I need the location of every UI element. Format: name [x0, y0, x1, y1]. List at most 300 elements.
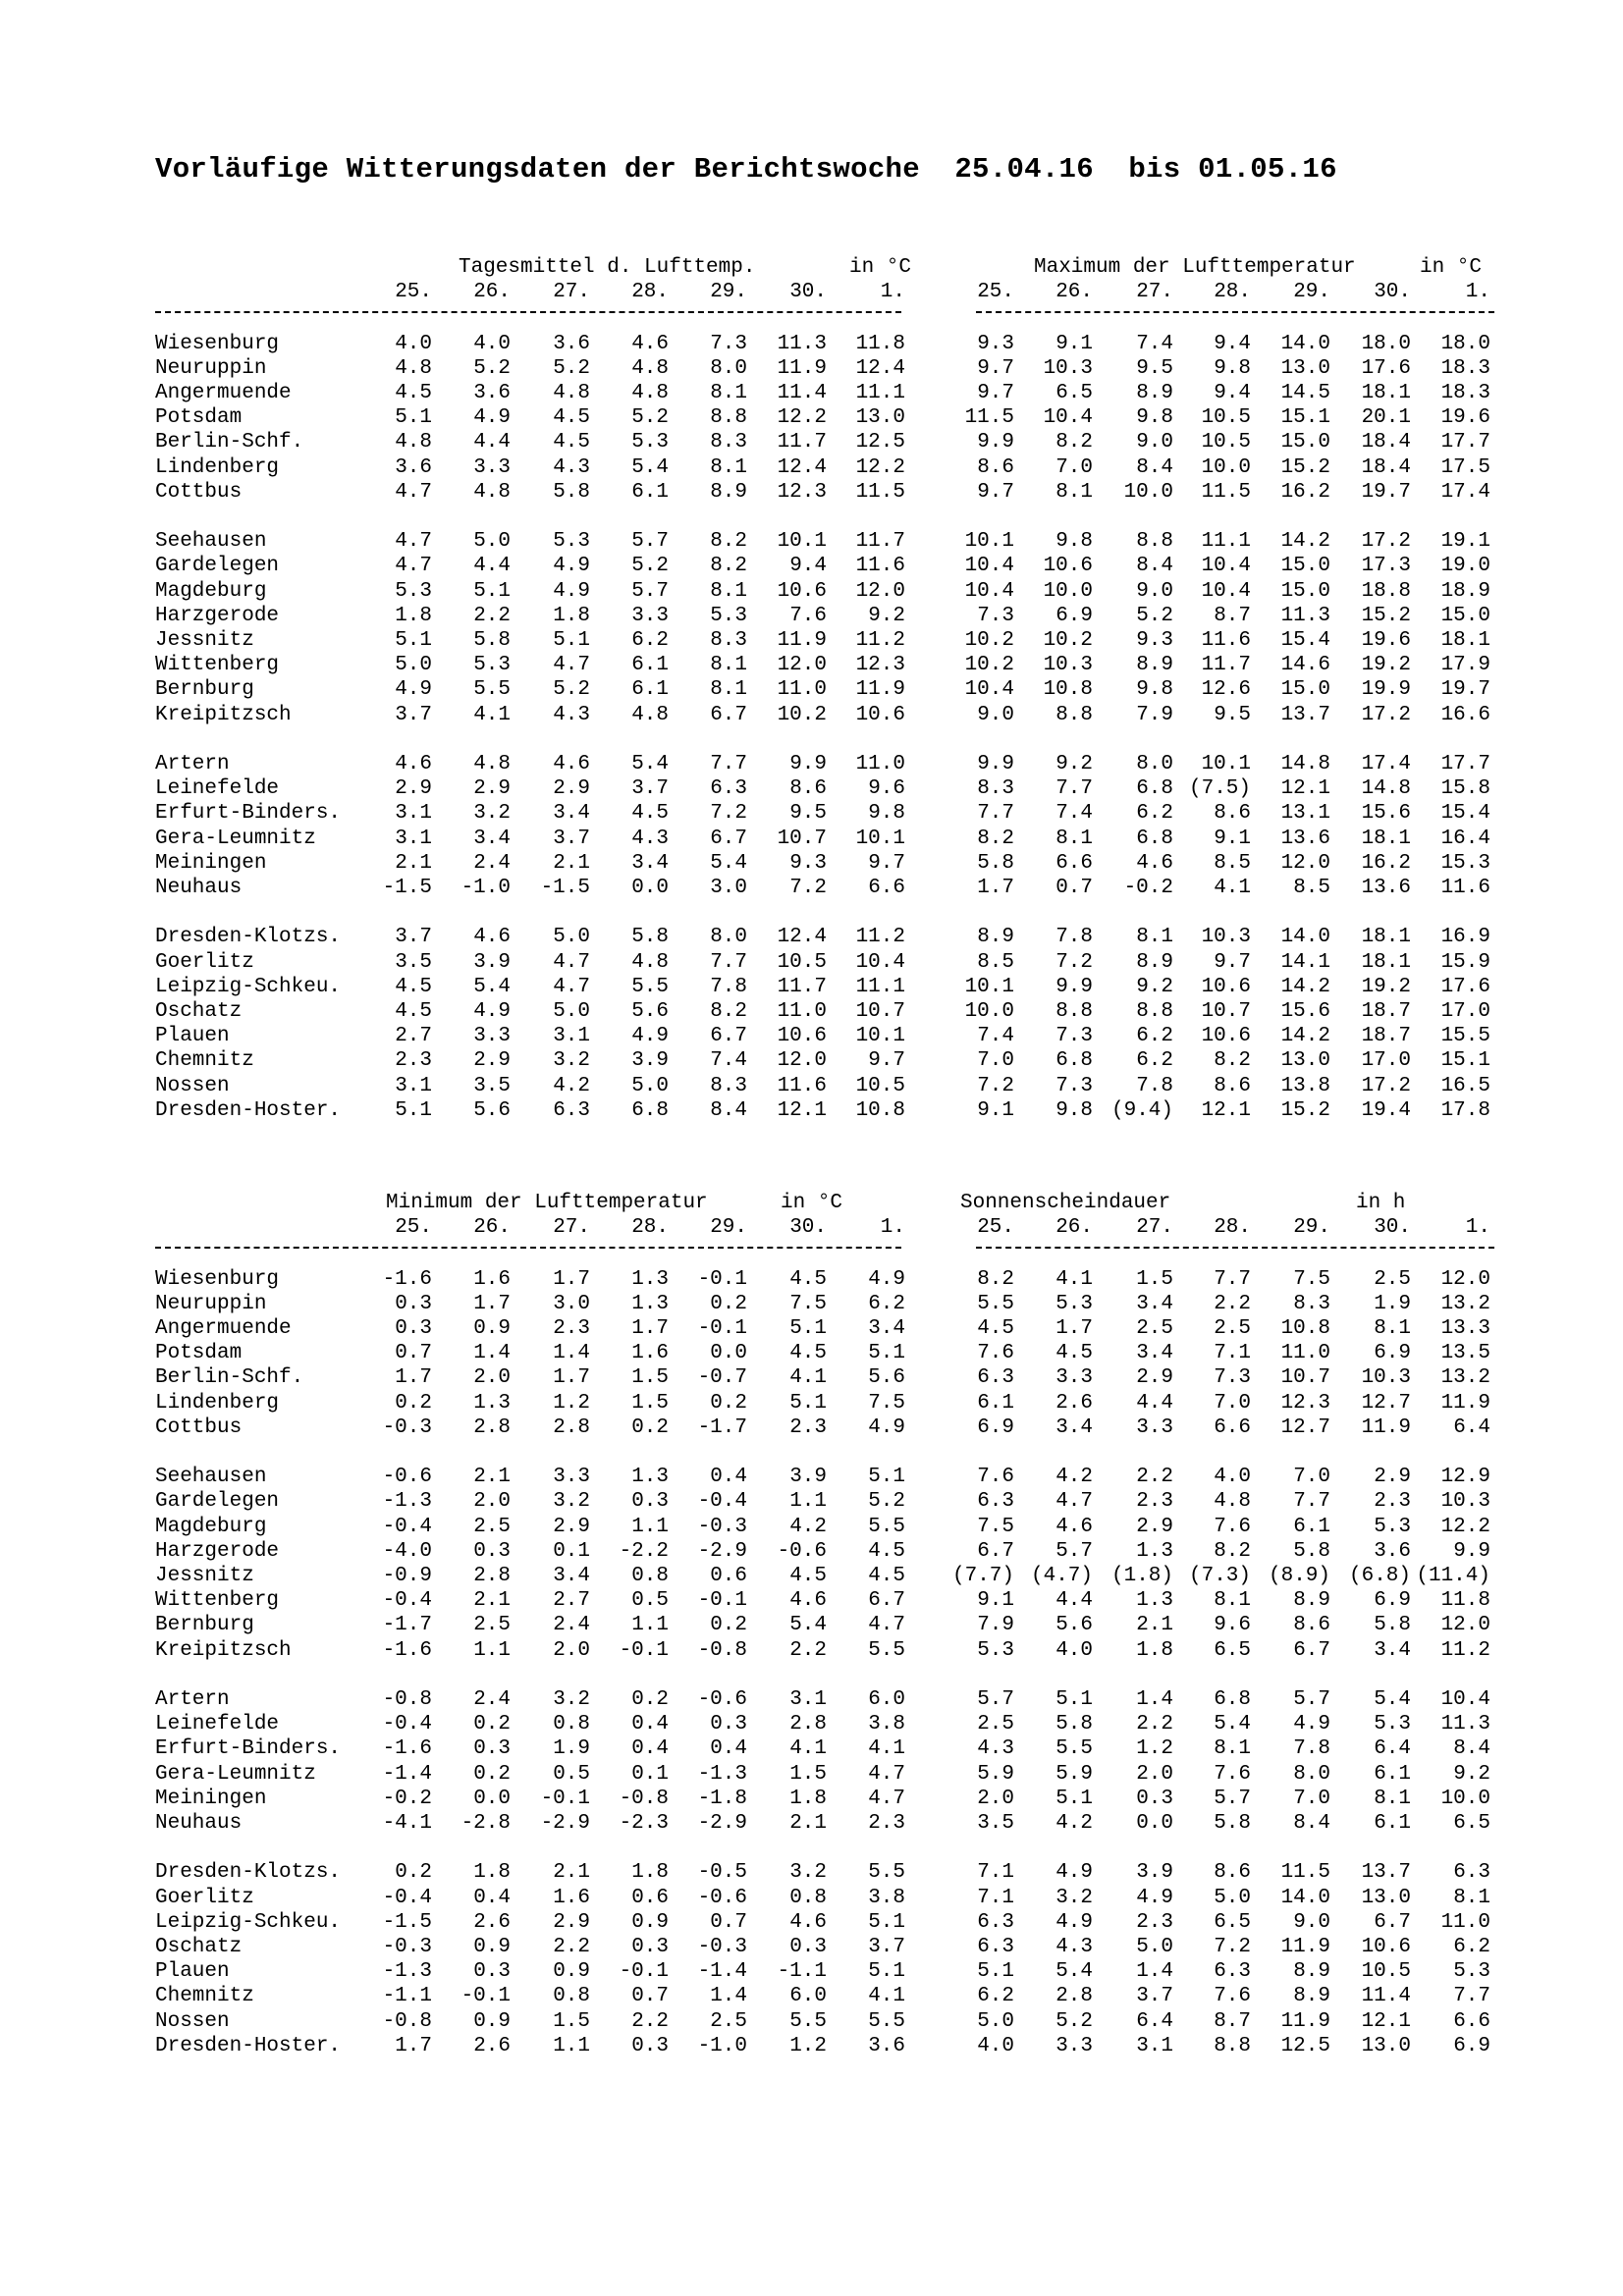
value-cell: 5.5 [868, 1861, 905, 1885]
value-cell: 5.4 [473, 975, 511, 998]
value-cell: 12.5 [855, 431, 905, 454]
day-header: 1. [1465, 1216, 1490, 1240]
value-cell: 7.1 [977, 1886, 1014, 1909]
value-cell: 3.9 [473, 950, 511, 974]
value-cell: 1.5 [553, 2009, 590, 2033]
value-cell: 10.6 [1201, 975, 1251, 998]
value-cell: 2.0 [553, 1638, 590, 1662]
value-cell: 3.7 [553, 827, 590, 850]
value-cell: 0.3 [395, 1317, 432, 1340]
value-cell: 8.2 [710, 555, 747, 578]
value-cell: 18.1 [1361, 950, 1411, 974]
value-cell: 4.9 [553, 579, 590, 603]
value-cell: 2.8 [789, 1713, 827, 1736]
value-cell: 6.7 [868, 1589, 905, 1613]
value-cell: 5.7 [1293, 1688, 1330, 1711]
value-cell: 9.3 [977, 332, 1014, 355]
separator-line [155, 311, 901, 313]
value-cell: 2.0 [977, 1787, 1014, 1810]
day-header: 29. [1293, 1216, 1330, 1240]
value-cell: -1.6 [382, 1737, 432, 1761]
value-cell: 16.4 [1440, 827, 1490, 850]
value-cell: 8.9 [977, 926, 1014, 949]
value-cell: 5.1 [1055, 1787, 1093, 1810]
value-cell: 8.9 [1136, 950, 1173, 974]
value-cell: 7.4 [977, 1025, 1014, 1048]
value-cell: 1.8 [789, 1787, 827, 1810]
value-cell: 7.3 [977, 604, 1014, 627]
value-cell: 3.6 [473, 382, 511, 404]
value-cell: 6.2 [631, 629, 669, 652]
value-cell: -2.9 [697, 1539, 747, 1563]
value-cell: 10.2 [1043, 629, 1093, 652]
value-cell: 9.1 [1214, 827, 1251, 850]
value-cell: 5.1 [789, 1317, 827, 1340]
station-name: Harzgerode [155, 1539, 280, 1563]
value-cell: 2.5 [1374, 1267, 1411, 1291]
value-cell: 8.9 [710, 480, 747, 504]
value-cell: 7.0 [1055, 455, 1093, 479]
table_bottom-left-title: Minimum der Lufttemperatur [386, 1192, 708, 1214]
value-cell: 11.0 [1280, 1342, 1330, 1365]
value-cell: 15.2 [1280, 1098, 1330, 1122]
value-cell: 5.1 [1055, 1688, 1093, 1711]
value-cell: -0.1 [540, 1787, 590, 1810]
value-cell: 7.1 [977, 1861, 1014, 1885]
value-cell: 9.9 [1055, 975, 1093, 998]
value-cell: 10.4 [964, 678, 1014, 702]
value-cell: 3.3 [1136, 1415, 1173, 1439]
value-cell: 4.9 [473, 1000, 511, 1023]
value-cell: 6.0 [868, 1688, 905, 1711]
value-cell: 5.0 [1214, 1886, 1251, 1909]
value-cell: 7.0 [1293, 1787, 1330, 1810]
value-cell: 18.7 [1361, 1000, 1411, 1023]
value-cell: 17.5 [1440, 455, 1490, 479]
value-cell: 4.8 [395, 431, 432, 454]
station-name: Angermuende [155, 382, 292, 404]
station-name: Nossen [155, 1074, 230, 1097]
station-name: Dresden-Klotzs. [155, 1861, 342, 1885]
day-header: 26. [1055, 281, 1093, 304]
value-cell: 4.9 [1293, 1713, 1330, 1736]
value-cell: 3.6 [553, 332, 590, 355]
value-cell: (7.3) [1188, 1565, 1251, 1587]
station-name: Goerlitz [155, 1886, 254, 1909]
station-name: Dresden-Hoster. [155, 1098, 342, 1122]
value-cell: 2.0 [1136, 1762, 1173, 1786]
value-cell: 18.1 [1361, 827, 1411, 850]
value-cell: 4.3 [1055, 1936, 1093, 1958]
value-cell: 6.5 [1214, 1638, 1251, 1662]
value-cell: 18.1 [1361, 926, 1411, 949]
value-cell: 8.1 [1374, 1787, 1411, 1810]
value-cell: 2.2 [789, 1638, 827, 1662]
value-cell: 12.1 [1361, 2009, 1411, 2033]
value-cell: (4.7) [1030, 1565, 1093, 1587]
value-cell: 7.3 [1055, 1025, 1093, 1048]
station-name: Leinefelde [155, 1713, 280, 1736]
value-cell: 17.7 [1440, 431, 1490, 454]
station-name: Goerlitz [155, 950, 254, 974]
day-header: 1. [880, 1216, 905, 1240]
value-cell: 4.7 [1055, 1490, 1093, 1514]
value-cell: -0.2 [382, 1787, 432, 1810]
value-cell: 5.1 [789, 1391, 827, 1415]
value-cell: 6.3 [553, 1098, 590, 1122]
value-cell: 15.0 [1280, 678, 1330, 702]
value-cell: 7.6 [1214, 1985, 1251, 2008]
value-cell: 14.5 [1280, 382, 1330, 404]
value-cell: 13.2 [1440, 1292, 1490, 1315]
station-name: Artern [155, 1688, 230, 1711]
value-cell: 5.1 [553, 629, 590, 652]
value-cell: 0.2 [473, 1762, 511, 1786]
value-cell: 6.2 [1136, 1049, 1173, 1073]
value-cell: 14.0 [1280, 926, 1330, 949]
value-cell: -0.4 [382, 1886, 432, 1909]
value-cell: 2.1 [789, 1812, 827, 1835]
value-cell: 6.3 [1214, 1960, 1251, 1984]
value-cell: 6.3 [710, 777, 747, 801]
value-cell: 0.3 [789, 1936, 827, 1958]
value-cell: -1.5 [540, 877, 590, 899]
value-cell: 0.9 [473, 2009, 511, 2033]
value-cell: 4.7 [868, 1614, 905, 1637]
value-cell: 6.6 [868, 877, 905, 899]
value-cell: 1.1 [631, 1515, 669, 1538]
value-cell: 17.0 [1361, 1049, 1411, 1073]
value-cell: 10.3 [1043, 654, 1093, 677]
value-cell: 14.2 [1280, 975, 1330, 998]
value-cell: 9.7 [977, 382, 1014, 404]
station-name: Jessnitz [155, 629, 254, 652]
value-cell: 3.2 [473, 802, 511, 826]
value-cell: 2.1 [553, 851, 590, 875]
value-cell: 11.4 [777, 382, 827, 404]
value-cell: 5.8 [1293, 1539, 1330, 1563]
station-name: Berlin-Schf. [155, 1366, 304, 1390]
value-cell: 4.9 [868, 1267, 905, 1291]
value-cell: 11.5 [855, 480, 905, 504]
value-cell: -1.1 [382, 1985, 432, 2008]
value-cell: 10.8 [1043, 678, 1093, 702]
day-header: 30. [1374, 281, 1411, 304]
value-cell: 6.8 [631, 1098, 669, 1122]
value-cell: 0.3 [473, 1539, 511, 1563]
value-cell: 9.8 [1055, 530, 1093, 554]
value-cell: 7.2 [789, 877, 827, 899]
value-cell: 12.2 [1440, 1515, 1490, 1538]
value-cell: 4.3 [631, 827, 669, 850]
value-cell: 10.1 [964, 975, 1014, 998]
value-cell: 16.2 [1361, 851, 1411, 875]
value-cell: 11.7 [777, 431, 827, 454]
value-cell: 10.4 [1440, 1688, 1490, 1711]
value-cell: 2.5 [1214, 1317, 1251, 1340]
value-cell: 1.5 [631, 1366, 669, 1390]
value-cell: 8.5 [1214, 851, 1251, 875]
value-cell: 3.4 [631, 851, 669, 875]
value-cell: 3.6 [395, 455, 432, 479]
station-name: Erfurt-Binders. [155, 802, 342, 826]
value-cell: 4.5 [631, 802, 669, 826]
value-cell: 1.5 [631, 1391, 669, 1415]
value-cell: -0.4 [382, 1589, 432, 1613]
day-header: 1. [1465, 281, 1490, 304]
value-cell: 2.9 [473, 777, 511, 801]
value-cell: 15.3 [1440, 851, 1490, 875]
value-cell: 9.0 [1293, 1910, 1330, 1934]
value-cell: 8.6 [1214, 1861, 1251, 1885]
value-cell: 3.4 [1136, 1292, 1173, 1315]
value-cell: 5.4 [1374, 1688, 1411, 1711]
value-cell: 6.8 [1136, 827, 1173, 850]
day-header: 28. [631, 281, 669, 304]
value-cell: 7.7 [1055, 777, 1093, 801]
value-cell: -2.9 [697, 1812, 747, 1835]
value-cell: 11.9 [1280, 2009, 1330, 2033]
value-cell: 17.2 [1361, 1074, 1411, 1097]
value-cell: -0.1 [619, 1638, 669, 1662]
value-cell: 2.9 [395, 777, 432, 801]
value-cell: 3.2 [553, 1049, 590, 1073]
value-cell: 8.5 [977, 950, 1014, 974]
value-cell: 4.8 [631, 382, 669, 404]
value-cell: 0.7 [631, 1985, 669, 2008]
value-cell: -1.7 [382, 1614, 432, 1637]
value-cell: 6.3 [977, 1910, 1014, 1934]
station-name: Gera-Leumnitz [155, 827, 316, 850]
table_top-right-title: Maximum der Lufttemperatur [1034, 256, 1356, 279]
value-cell: 0.1 [631, 1762, 669, 1786]
station-name: Seehausen [155, 530, 267, 554]
value-cell: 7.6 [789, 604, 827, 627]
station-name: Leipzig-Schkeu. [155, 1910, 342, 1934]
value-cell: -0.9 [382, 1565, 432, 1587]
value-cell: 10.3 [1201, 926, 1251, 949]
value-cell: 4.8 [473, 753, 511, 775]
value-cell: 1.7 [553, 1267, 590, 1291]
value-cell: 4.1 [1055, 1267, 1093, 1291]
value-cell: 10.1 [855, 827, 905, 850]
value-cell: 2.3 [1136, 1490, 1173, 1514]
value-cell: 10.5 [1201, 406, 1251, 430]
day-header: 26. [473, 1216, 511, 1240]
value-cell: -0.3 [697, 1515, 747, 1538]
value-cell: 3.1 [1136, 2034, 1173, 2057]
value-cell: 8.1 [1055, 827, 1093, 850]
value-cell: 3.2 [553, 1490, 590, 1514]
value-cell: 7.5 [789, 1292, 827, 1315]
value-cell: -2.8 [460, 1812, 511, 1835]
value-cell: 5.5 [868, 1515, 905, 1538]
station-name: Wiesenburg [155, 332, 280, 355]
value-cell: 3.1 [395, 1074, 432, 1097]
value-cell: 1.8 [631, 1861, 669, 1885]
value-cell: 16.2 [1280, 480, 1330, 504]
value-cell: 2.2 [631, 2009, 669, 2033]
value-cell: -0.6 [777, 1539, 827, 1563]
value-cell: 5.1 [868, 1960, 905, 1984]
day-header: 27. [553, 281, 590, 304]
value-cell: 10.0 [964, 1000, 1014, 1023]
value-cell: 5.1 [473, 579, 511, 603]
value-cell: 7.7 [1214, 1267, 1251, 1291]
value-cell: 5.1 [395, 1098, 432, 1122]
value-cell: 10.7 [1201, 1000, 1251, 1023]
value-cell: 15.0 [1440, 604, 1490, 627]
value-cell: 9.8 [1136, 406, 1173, 430]
value-cell: 12.0 [777, 1049, 827, 1073]
value-cell: 5.4 [631, 753, 669, 775]
value-cell: 11.2 [855, 629, 905, 652]
value-cell: 2.9 [553, 1515, 590, 1538]
value-cell: -1.0 [460, 877, 511, 899]
value-cell: 4.8 [473, 480, 511, 504]
value-cell: 9.2 [1136, 975, 1173, 998]
table_bottom-right-title: Sonnenscheindauer [960, 1192, 1171, 1214]
value-cell: 14.0 [1280, 332, 1330, 355]
value-cell: 11.0 [855, 753, 905, 775]
day-header: 30. [789, 1216, 827, 1240]
value-cell: 8.1 [710, 579, 747, 603]
value-cell: 11.9 [777, 356, 827, 380]
value-cell: 11.7 [1201, 654, 1251, 677]
value-cell: 4.6 [631, 332, 669, 355]
value-cell: 11.2 [1440, 1638, 1490, 1662]
value-cell: 7.8 [1055, 926, 1093, 949]
value-cell: 10.5 [855, 1074, 905, 1097]
value-cell: 1.4 [1136, 1960, 1173, 1984]
value-cell: 6.4 [1374, 1737, 1411, 1761]
value-cell: 18.4 [1361, 455, 1411, 479]
value-cell: 6.2 [1136, 1025, 1173, 1048]
value-cell: 0.2 [710, 1391, 747, 1415]
value-cell: 1.8 [1136, 1638, 1173, 1662]
value-cell: 11.8 [855, 332, 905, 355]
value-cell: 2.6 [473, 1910, 511, 1934]
value-cell: 8.4 [710, 1098, 747, 1122]
value-cell: 9.8 [1214, 356, 1251, 380]
value-cell: 0.7 [395, 1342, 432, 1365]
value-cell: 15.6 [1280, 1000, 1330, 1023]
value-cell: 1.1 [789, 1490, 827, 1514]
value-cell: 8.0 [710, 356, 747, 380]
value-cell: 0.5 [553, 1762, 590, 1786]
value-cell: 7.4 [710, 1049, 747, 1073]
value-cell: 9.1 [1055, 332, 1093, 355]
value-cell: 1.3 [631, 1466, 669, 1489]
value-cell: (6.8) [1348, 1565, 1411, 1587]
value-cell: 5.5 [868, 1638, 905, 1662]
value-cell: 1.4 [473, 1342, 511, 1365]
value-cell: 1.7 [395, 1366, 432, 1390]
station-name: Artern [155, 753, 230, 775]
value-cell: 13.3 [1440, 1317, 1490, 1340]
value-cell: 5.3 [473, 654, 511, 677]
value-cell: 0.2 [631, 1688, 669, 1711]
value-cell: 10.0 [1123, 480, 1173, 504]
value-cell: 4.0 [395, 332, 432, 355]
value-cell: 19.0 [1440, 555, 1490, 578]
value-cell: 6.9 [1374, 1342, 1411, 1365]
value-cell: 18.1 [1361, 382, 1411, 404]
value-cell: 3.4 [553, 1565, 590, 1587]
value-cell: 0.7 [710, 1910, 747, 1934]
value-cell: 4.5 [1055, 1342, 1093, 1365]
value-cell: 11.3 [777, 332, 827, 355]
value-cell: 5.2 [1055, 2009, 1093, 2033]
value-cell: 1.2 [1136, 1737, 1173, 1761]
station-name: Harzgerode [155, 604, 280, 627]
value-cell: 3.4 [1136, 1342, 1173, 1365]
value-cell: 1.7 [395, 2034, 432, 2057]
value-cell: 4.7 [395, 480, 432, 504]
value-cell: 1.4 [710, 1985, 747, 2008]
value-cell: 10.4 [1201, 579, 1251, 603]
value-cell: 1.1 [631, 1614, 669, 1637]
value-cell: (7.5) [1188, 777, 1251, 801]
value-cell: 9.8 [868, 802, 905, 826]
value-cell: 1.9 [553, 1737, 590, 1761]
value-cell: 12.2 [777, 406, 827, 430]
value-cell: 8.3 [710, 431, 747, 454]
value-cell: 9.1 [977, 1589, 1014, 1613]
station-name: Neuhaus [155, 1812, 243, 1835]
value-cell: 6.0 [789, 1985, 827, 2008]
value-cell: 6.9 [1374, 1589, 1411, 1613]
value-cell: 16.9 [1440, 926, 1490, 949]
value-cell: 4.2 [1055, 1466, 1093, 1489]
value-cell: -0.6 [697, 1886, 747, 1909]
table_top-right-unit: in °C [1420, 256, 1483, 279]
value-cell: 4.6 [789, 1910, 827, 1934]
value-cell: 8.5 [1293, 877, 1330, 899]
value-cell: 7.5 [1293, 1267, 1330, 1291]
value-cell: 1.3 [631, 1267, 669, 1291]
value-cell: -0.2 [1123, 877, 1173, 899]
value-cell: 7.5 [977, 1515, 1014, 1538]
value-cell: 11.2 [855, 926, 905, 949]
value-cell: 5.5 [977, 1292, 1014, 1315]
value-cell: 0.2 [395, 1391, 432, 1415]
value-cell: 8.1 [710, 455, 747, 479]
value-cell: 5.5 [1055, 1737, 1093, 1761]
value-cell: 15.5 [1440, 1025, 1490, 1048]
value-cell: 4.4 [473, 431, 511, 454]
station-name: Potsdam [155, 406, 243, 430]
value-cell: 8.8 [1055, 1000, 1093, 1023]
value-cell: 3.5 [977, 1812, 1014, 1835]
value-cell: 2.5 [710, 2009, 747, 2033]
value-cell: 1.3 [473, 1391, 511, 1415]
value-cell: 5.3 [553, 530, 590, 554]
value-cell: 5.6 [473, 1098, 511, 1122]
value-cell: 19.7 [1440, 678, 1490, 702]
value-cell: 3.7 [395, 703, 432, 726]
value-cell: 0.0 [710, 1342, 747, 1365]
value-cell: 12.0 [855, 579, 905, 603]
value-cell: 1.3 [631, 1292, 669, 1315]
station-name: Dresden-Hoster. [155, 2034, 342, 2057]
value-cell: 0.0 [631, 877, 669, 899]
value-cell: 4.4 [473, 555, 511, 578]
value-cell: 8.9 [1136, 654, 1173, 677]
value-cell: 12.0 [1440, 1614, 1490, 1637]
value-cell: -1.3 [382, 1960, 432, 1984]
value-cell: 3.1 [789, 1688, 827, 1711]
